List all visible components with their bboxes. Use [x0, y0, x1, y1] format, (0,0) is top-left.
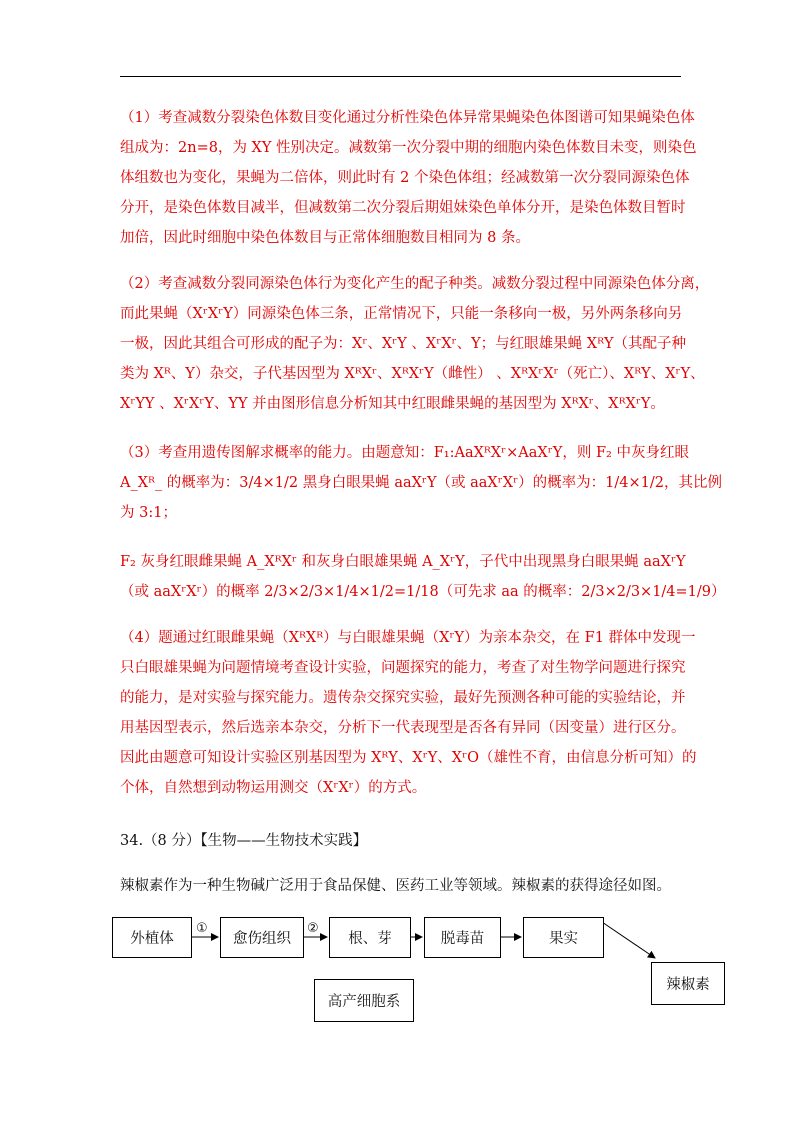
text-line: 体组数也为变化，果蝇为二倍体，则此时有 2 个染色体组；经减数第一次分裂同源染色体	[120, 170, 690, 186]
node-label: 辣椒素	[666, 977, 710, 993]
text-line: （或 aaXʳXʳ）的概率 2/3×2/3×1/4×1/2=1/18（可先求 aa 的概率：2/3×2/3×1/4=1/9）	[120, 584, 726, 600]
text-line: 一极，因此其组合可形成的配子为：Xʳ、XʳY 、XʳXʳ、Y；与红眼雄果蝇 XᴿY（其配子种	[120, 336, 687, 352]
text-line: （3）考查用遗传图解求概率的能力。由题意知：F₁:AaXᴿXʳ×AaXʳY，则 F₂ 中灰身红眼	[120, 445, 689, 461]
node-label: 高产细胞系	[327, 994, 401, 1010]
step-label-2: ②	[307, 921, 319, 936]
arrow-5	[602, 922, 655, 958]
node-high-yield-cell-line	[314, 979, 414, 1022]
text-line: XʳYY 、XʳXʳY、YY 并由图形信息分析知其中红眼雌果蝇的基因型为 XᴿXʳ、XᴿXʳY。	[120, 396, 665, 412]
node-capsaicin	[651, 962, 725, 1005]
text-line: （1）考查减数分裂染色体数目变化通过分析性染色体异常果蝇染色体图谱可知果蝇染色体	[120, 110, 695, 126]
text-line: 因此由题意可知设计实验区别基因型为 XᴿY、XʳY、XʳO（雄性不育，由信息分析可知）的	[120, 750, 697, 766]
text-line: 的能力，是对实验与探究能力。遗传杂交探究实验，最好先预测各种可能的实验结论，并	[120, 690, 686, 706]
node-fruit	[523, 917, 604, 958]
text-line: F₂ 灰身红眼雌果蝇 A_XᴿXʳ 和灰身白眼雄果蝇 A_XʳY，子代中出现黑身白眼果蝇 aaXʳY	[120, 554, 686, 570]
question-title: 34.（8 分）【生物——生物技术实践】	[120, 833, 368, 849]
text-line: 加倍，因此时细胞中染色体数目与正常体细胞数目相同为 8 条。	[120, 230, 530, 246]
node-explant	[112, 917, 192, 958]
node-virus-free-seedling	[424, 917, 501, 958]
text-line: 分开，是染色体数目减半，但减数第二次分裂后期姐妹染色单体分开，是染色体数目暂时	[120, 200, 686, 216]
text-line: 只白眼雄果蝇为问题情境考查设计实验，问题探究的能力，考查了对生物学问题进行探究	[120, 660, 686, 676]
step-label-1: ①	[196, 921, 208, 936]
text-line: 为 3:1；	[120, 505, 177, 521]
text-line: （4）题通过红眼雌果蝇（XᴿXᴿ）与白眼雄果蝇（XʳY）为亲本杂交，在 F1 群体中发现一	[120, 630, 696, 646]
text-line: （2）考查减数分裂同源染色体行为变化产生的配子种类。减数分裂过程中同源染色体分离，	[120, 276, 710, 292]
text-line: 用基因型表示，然后选亲本杂交，分析下一代表现型是否各有异同（因变量）进行区分。	[120, 720, 686, 736]
node-label: 脱毒苗	[440, 931, 485, 947]
text-line: 而此果蝇（XʳXʳY）同源染色体三条，正常情况下，只能一条移向一极，另外两条移向另	[120, 306, 683, 322]
question-intro: 辣椒素作为一种生物碱广泛用于食品保健、医药工业等领域。辣椒素的获得途径如图。	[120, 878, 671, 894]
text-line: 类为 Xᴿ、Y）杂交，子代基因型为 XᴿXʳ、XᴿXʳY（雌性） 、XᴿXʳXʳ（死亡）、XᴿY、XʳY、	[120, 366, 705, 382]
text-line: 个体，自然想到动物运用测交（XʳXʳ）的方式。	[120, 780, 427, 796]
node-label: 愈伤组织	[233, 931, 291, 947]
node-root-bud	[329, 917, 411, 958]
node-label: 外植体	[130, 931, 174, 947]
node-label: 果实	[549, 931, 578, 947]
node-callus	[220, 917, 304, 958]
text-line: 组成为：2n=8，为 XY 性别决定。减数第一次分裂中期的细胞内染色体数目未变，则染色	[120, 140, 697, 156]
node-label: 根、芽	[348, 931, 392, 947]
text-line: A_Xᴿ_ 的概率为：3/4×1/2 黑身白眼果蝇 aaXʳY（或 aaXʳXʳ）的概率为：1/4×1/2，其比例	[120, 475, 722, 491]
